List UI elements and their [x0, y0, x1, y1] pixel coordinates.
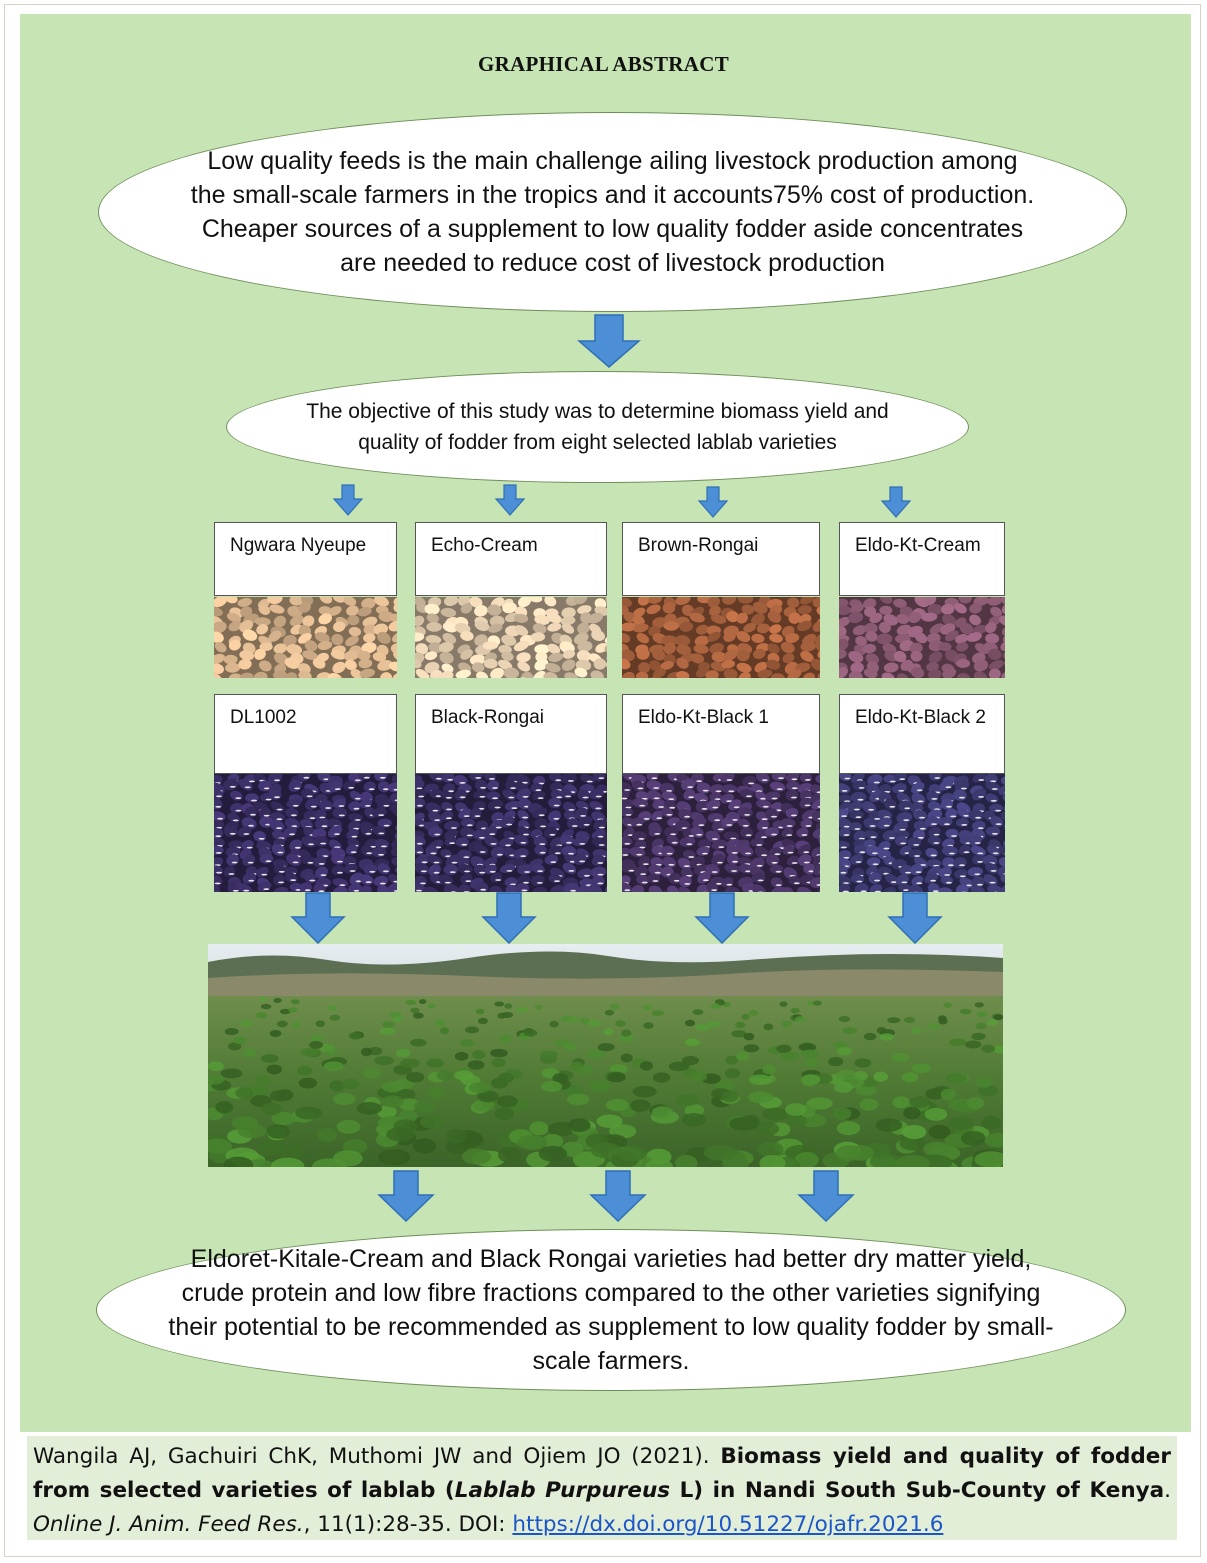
- seed-photo: [214, 597, 397, 678]
- conclusion-oval: [96, 1229, 1126, 1391]
- problem-oval: [98, 112, 1127, 312]
- citation-species: Lablab Purpureus: [454, 1478, 671, 1503]
- variety-label-black-rongai: Black-Rongai: [415, 694, 607, 774]
- citation-title: Biomass yield and quality of fodder from selected varieties of lablab (Lablab Purpureus L) in Nandi South Sub-County of Kenya: [33, 1444, 1171, 1503]
- variety-label-dl1002: DL1002: [214, 694, 397, 774]
- down-arrow-icon: [332, 484, 364, 516]
- seed-photo: [415, 597, 607, 678]
- down-arrow-icon: [577, 314, 641, 368]
- down-arrow-icon: [377, 1170, 435, 1222]
- down-arrow-icon: [887, 892, 943, 944]
- down-arrow-icon: [481, 892, 537, 944]
- variety-label-eldo-kt-black-2: Eldo-Kt-Black 2: [839, 694, 1005, 774]
- citation-authors: Wangila AJ, Gachuiri ChK, Muthomi JW and Ojiem JO (2021).: [33, 1444, 710, 1469]
- problem-text: Low quality feeds is the main challenge ailing livestock production among the small-scale farmers in the tropics and it accounts75% cost of production. Cheaper sources of a supplement to low quality fodder aside concentrates are needed to reduce cost of livestock production: [190, 147, 1035, 277]
- conclusion-text: Eldoret-Kitale-Cream and Black Rongai varieties had better dry matter yield, crude protein and low fibre fractions compared to the other varieties signifying their potential to be recommended as supplement to low quality fodder by small-scale farmers.: [168, 1245, 1054, 1375]
- seed-photo: [839, 597, 1005, 678]
- variety-label-ngwara-nyeupe: Ngwara Nyeupe: [214, 522, 397, 596]
- objective-oval: [226, 371, 969, 483]
- down-arrow-icon: [797, 1170, 855, 1222]
- down-arrow-icon: [697, 486, 729, 518]
- seed-photo: [622, 774, 820, 892]
- variety-label-brown-rongai: Brown-Rongai: [622, 522, 820, 596]
- seed-photo: [415, 774, 607, 892]
- variety-label-eldo-kt-black-1: Eldo-Kt-Black 1: [622, 694, 820, 774]
- page-title: GRAPHICAL ABSTRACT: [477, 52, 730, 76]
- lablab-field-photo: [208, 944, 1003, 1167]
- down-arrow-icon: [694, 892, 750, 944]
- down-arrow-icon: [880, 486, 912, 518]
- objective-text: The objective of this study was to determine biomass yield and quality of fodder from eight selected lablab varieties: [306, 400, 889, 454]
- down-arrow-icon: [494, 484, 526, 516]
- variety-label-eldo-kt-cream: Eldo-Kt-Cream: [839, 522, 1005, 596]
- citation-doi-link[interactable]: https://dx.doi.org/10.51227/ojafr.2021.6: [512, 1512, 944, 1537]
- seed-photo: [622, 597, 820, 678]
- citation-volume: , 11(1):28-35. DOI:: [303, 1512, 513, 1537]
- down-arrow-icon: [589, 1170, 647, 1222]
- citation: Wangila AJ, Gachuiri ChK, Muthomi JW and Ojiem JO (2021). Biomass yield and quality of fodder from selected varieties of lablab (Lablab Purpureus L) in Nandi South Sub-County of Kenya. Online J. Anim. Feed Res., 11(1):28-35. DOI: https://dx.doi.org/10.51227/ojafr.2021.6: [27, 1436, 1177, 1540]
- citation-journal: Online J. Anim. Feed Res.: [33, 1512, 304, 1537]
- down-arrow-icon: [290, 892, 346, 944]
- seed-photo: [839, 774, 1005, 892]
- variety-label-echo-cream: Echo-Cream: [415, 522, 607, 596]
- seed-photo: [214, 774, 397, 892]
